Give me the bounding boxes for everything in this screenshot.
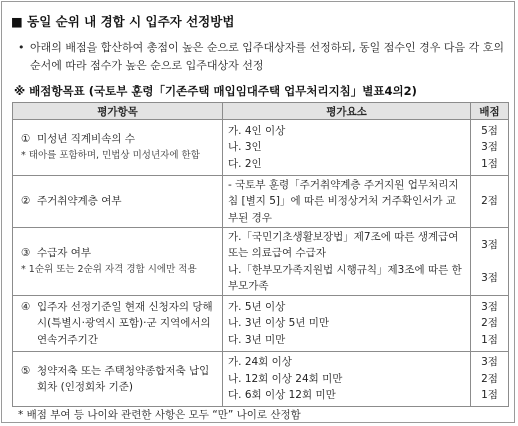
criteria-cell: [223, 228, 471, 296]
item-label: 미성년 직계비속의 수: [37, 133, 135, 146]
table-row: [13, 120, 509, 176]
points-value: 3점: [481, 141, 498, 154]
points-value: 5점: [481, 124, 498, 137]
points-value: 3점: [481, 271, 498, 284]
age-footnote: * 배점 부여 등 나이와 관련한 사항은 모두 “만” 나이로 산정함: [18, 409, 301, 421]
table-row: [13, 176, 509, 228]
item-note: * 태아를 포함하며, 민법상 미성년자에 한함: [21, 149, 200, 161]
points-value: 3점: [481, 356, 498, 369]
criteria-line: 다. 6회 이상 12회 미만: [228, 389, 336, 402]
bullet-dot: •: [18, 41, 25, 54]
criteria-line: 가.「국민기초생활보장법」제7조에 따른 생계급여 또는 의료급여 수급자: [228, 230, 459, 259]
points-value: 1점: [481, 333, 498, 346]
criteria-line: 다. 2인: [228, 157, 262, 170]
item-label: 입주자 선정기준일 현재 신청자의 당해 시(특별시·광역시 포함)·군 지역에서의 연속거주기간: [37, 300, 213, 346]
item-cell: [13, 352, 223, 407]
item-cell: [13, 120, 223, 176]
criteria-cell: [223, 352, 471, 407]
item-label: 주거취약계층 여부: [37, 195, 122, 208]
selection-rule-text: 아래의 배점을 합산하여 총점이 높은 순으로 입주대상자를 선정하되, 동일 점수인 경우 다음 각 호의 순서에 따라 점수가 높은 순으로 입주대상자 선정: [30, 41, 504, 72]
points-cell: [471, 228, 509, 296]
item-cell: [13, 228, 223, 296]
scoring-table: [12, 102, 509, 407]
item-number: ⑤: [21, 364, 31, 377]
points-value: 3점: [481, 239, 498, 251]
item-number: ①: [21, 133, 31, 146]
header-criteria: 평가요소: [223, 103, 471, 120]
header-item: 평가항목: [13, 103, 223, 120]
criteria-cell: [223, 120, 471, 176]
points-cell: [471, 120, 509, 176]
selection-rule-paragraph: [18, 39, 506, 75]
table-title: ※ 배점항목표 (국토부 훈령「기존주택 매입임대주택 업무처리지침」별표4의2): [14, 84, 417, 98]
criteria-line: - 국토부 훈령「주거취약계층 주거지원 업무처리지침 [별지 5]」에 따른 비정상거처 거주확인서가 교부된 경우: [228, 178, 459, 224]
criteria-line: 나. 12회 이상 24회 미만: [228, 372, 343, 385]
table-row: [13, 228, 509, 296]
item-cell: [13, 176, 223, 228]
item-number: ②: [21, 195, 31, 208]
criteria-line: 나. 3년 이상 5년 미만: [228, 317, 330, 330]
points-value: 2점: [481, 195, 498, 208]
table-header-row: [13, 103, 509, 120]
criteria-line: 가. 5년 이상: [228, 300, 286, 313]
item-label: 청약저축 또는 주택청약종합저축 납입 회차 (인정회차 기준): [37, 364, 210, 393]
points-cell: [471, 352, 509, 407]
criteria-cell: [223, 176, 471, 228]
points-value: 2점: [481, 317, 498, 330]
points-cell: [471, 176, 509, 228]
criteria-cell: [223, 296, 471, 352]
header-points: 배점: [471, 103, 509, 120]
item-number: ③: [21, 247, 31, 260]
criteria-line: 가. 4인 이상: [228, 124, 286, 137]
table-row: [13, 296, 509, 352]
criteria-line: 나.「한부모가족지원법 시행규칙」제3조에 따른 한부모가족: [228, 263, 462, 292]
item-number: ④: [21, 300, 31, 313]
section-heading: ■ 동일 순위 내 경합 시 입주자 선정방법: [11, 14, 235, 29]
points-value: 1점: [481, 157, 498, 170]
item-note: * 1순위 또는 2순위 자격 경합 시에만 적용: [21, 263, 197, 275]
points-cell: [471, 296, 509, 352]
document-frame: [1, 1, 515, 423]
criteria-line: 가. 24회 이상: [228, 356, 292, 369]
points-value: 1점: [481, 389, 498, 402]
points-value: 3점: [481, 300, 498, 313]
item-cell: [13, 296, 223, 352]
table-row: [13, 352, 509, 407]
criteria-line: 나. 3인: [228, 141, 262, 154]
criteria-line: 다. 3년 미만: [228, 333, 286, 346]
item-label: 수급자 여부: [37, 247, 92, 260]
points-value: 2점: [481, 372, 498, 385]
